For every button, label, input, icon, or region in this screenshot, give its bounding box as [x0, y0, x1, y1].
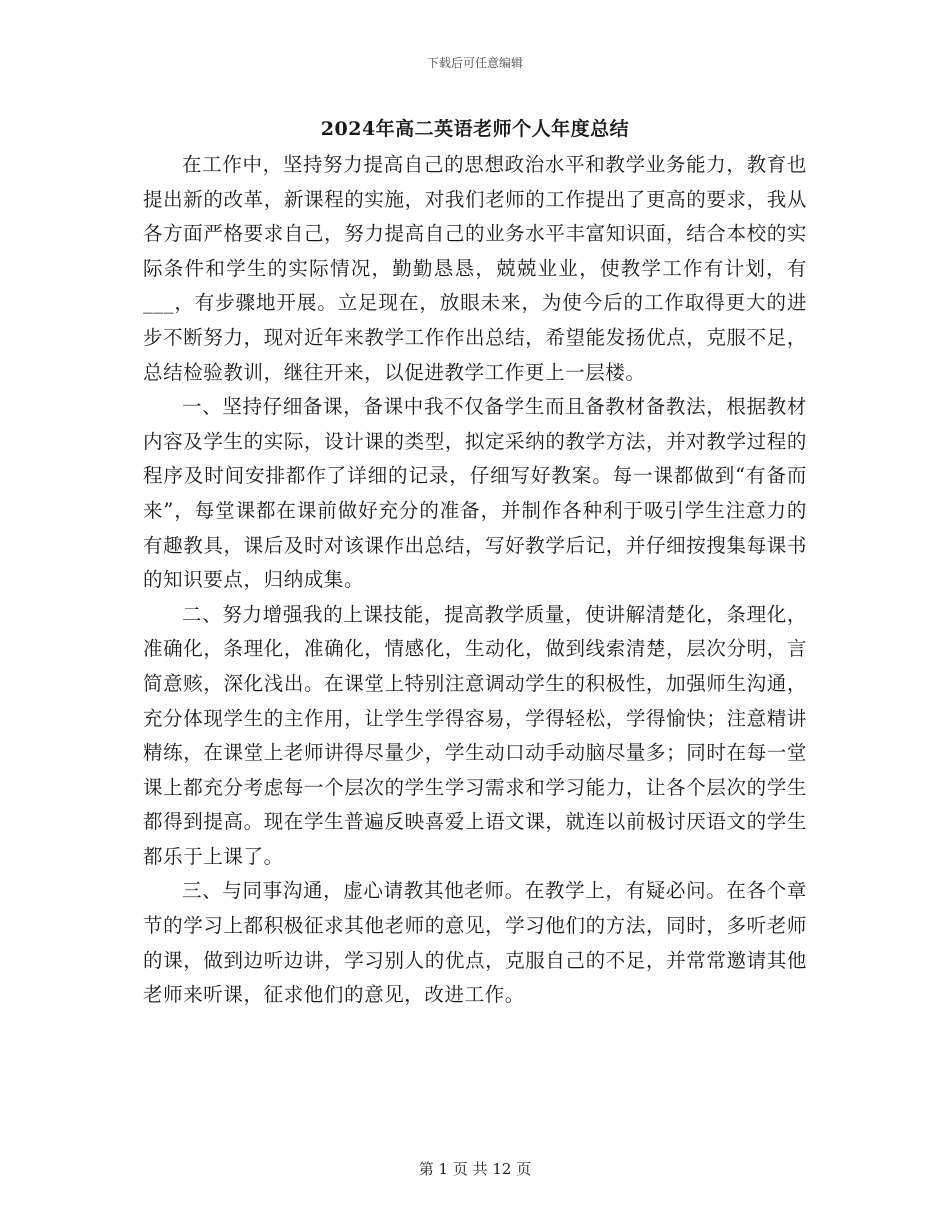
document-body: [143, 148, 807, 1013]
paragraph-section-1: 一、坚持仔细备课，备课中我不仅备学生而且备教材备教法，根据教材内容及学生的实际，设计课的类型，拟定采纳的教学方法，并对教学过程的程序及时间安排都作了详细的记录，仔细写好教案。每一课都做到“有备而来”，每堂课都在课前做好充分的准备，并制作各种利于吸引学生注意力的有趣教具，课后及时对该课作出总结，写好教学后记，并仔细按搜集每课书的知识要点，归纳成集。: [143, 395, 807, 592]
page-number: 第 1 页 共 12 页: [418, 1160, 532, 1178]
paragraph-section-3: 三、与同事沟通，虚心请教其他老师。在教学上，有疑必问。在各个章节的学习上都积极征求其他老师的意见，学习他们的方法，同时，多听老师的课，做到边听边讲，学习别人的优点，克服自己的不足，并常常邀请其他老师来听课，征求他们的意见，改进工作。: [143, 879, 807, 1007]
paragraph-intro: 在工作中，坚持努力提高自己的思想政治水平和教学业务能力，教育也提出新的改革，新课程的实施，对我们老师的工作提出了更高的要求，我从各方面严格要求自己，努力提高自己的业务水平丰富知识面，结合本校的实际条件和学生的实际情况，勤勤恳恳，兢兢业业，使教学工作有计划，有___，有步骤地开展。立足现在，放眼未来，为使今后的工作取得更大的进步不断努力，现对近年来教学工作作出总结，希望能发扬优点，克服不足，总结检验教训，继往开来，以促进教学工作更上一层楼。: [143, 153, 807, 384]
paragraph-section-2: 二、努力增强我的上课技能，提高教学质量，使讲解清楚化，条理化，准确化，条理化，准确化，情感化，生动化，做到线索清楚，层次分明，言简意赅，深化浅出。在课堂上特别注意调动学生的积极性，加强师生沟通，充分体现学生的主作用，让学生学得容易，学得轻松，学得愉快；注意精讲精练，在课堂上老师讲得尽量少，学生动口动手动脑尽量多；同时在每一堂课上都充分考虑每一个层次的学生学习需求和学习能力，让各个层次的学生都得到提高。现在学生普遍反映喜爱上语文课，就连以前极讨厌语文的学生都乐于上课了。: [143, 602, 807, 868]
document-title: 2024年高二英语老师个人年度总结: [320, 118, 630, 140]
header-note: 下载后可任意编辑: [426, 56, 523, 70]
